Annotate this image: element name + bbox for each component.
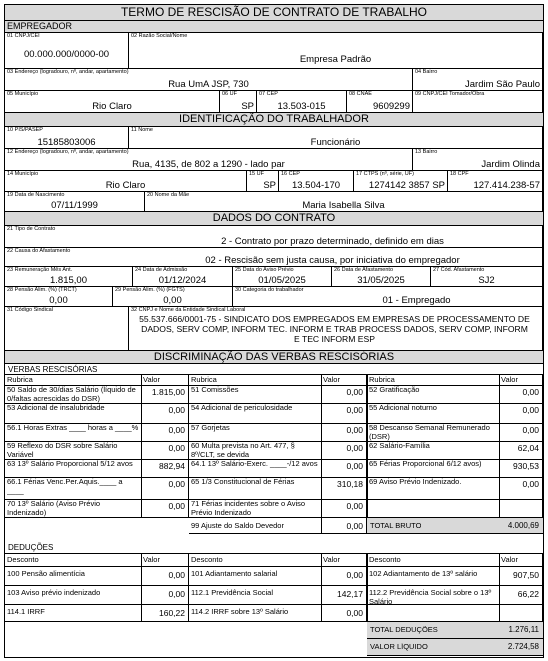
rubrica-label: 55 Adicional noturno bbox=[369, 404, 437, 412]
desconto-value: 907,50 bbox=[513, 570, 539, 580]
cnpj-cell bbox=[5, 33, 129, 69]
verbas-header: DISCRIMINAÇÃO DAS VERBAS RESCISÓRIAS bbox=[5, 351, 543, 364]
razao-cell bbox=[129, 33, 543, 69]
desconto-label: 101 Adiantamento salarial bbox=[191, 570, 278, 578]
categoria-cell bbox=[233, 287, 543, 307]
rubrica-label: 65 Férias Proporcional 6/12 avos) bbox=[369, 460, 482, 468]
contrato-header: DADOS DO CONTRATO bbox=[5, 212, 543, 226]
codigo-afastamento-cell bbox=[431, 267, 543, 287]
pensao-trct-cell bbox=[5, 287, 113, 307]
cpf-value: 127.414.238-57 bbox=[473, 180, 540, 191]
rubrica-column-header: Rubrica bbox=[7, 376, 33, 384]
desconto-column-header: Desconto bbox=[7, 556, 39, 564]
desconto-label: 112.2 Previdência Social sobre o 13º Salário bbox=[369, 589, 492, 606]
grid-line bbox=[5, 566, 543, 567]
cep-trabalhador-value: 13.504-170 bbox=[291, 180, 341, 191]
endereco-trabalhador-value: Rua, 4135, de 802 a 1290 - lado par bbox=[132, 159, 285, 170]
pensao-trct-value: 0,00 bbox=[49, 295, 68, 306]
desconto-value: 0,00 bbox=[346, 608, 363, 618]
rubrica-value: 0,00 bbox=[346, 521, 363, 531]
cnpj-label: 01 CNPJ/CEI bbox=[7, 33, 40, 39]
rubrica-label: 66.1 Férias Venc.Per.Aquis.____ a ____ bbox=[7, 478, 123, 495]
pis-label: 10 PIS/PASEP bbox=[7, 127, 43, 133]
endereco-empregador-label: 03 Endereço (logradouro, nº, andar, apartamento) bbox=[7, 69, 129, 75]
rubrica-value: 0,00 bbox=[168, 443, 185, 453]
grid-line bbox=[5, 385, 543, 386]
uf-empregador-cell bbox=[220, 91, 257, 113]
codigo-sindical-label: 31 Código Sindical bbox=[7, 307, 53, 313]
valor-liquido-value: 2.724,58 bbox=[507, 642, 539, 651]
municipio-trabalhador-cell bbox=[5, 171, 247, 192]
admissao-value: 01/12/2024 bbox=[158, 275, 207, 286]
afastamento-value: 31/05/2025 bbox=[357, 275, 405, 286]
desconto-value: 160,22 bbox=[159, 608, 185, 618]
grid-line bbox=[499, 374, 500, 533]
rubrica-value: 0,00 bbox=[346, 501, 363, 511]
bairro-trabalhador-value: Jardim Olinda bbox=[481, 159, 540, 170]
cep-empregador-value: 13.503-015 bbox=[277, 101, 326, 112]
cep-empregador-label: 07 CEP bbox=[259, 91, 278, 97]
grid-line bbox=[5, 403, 543, 404]
mae-label: 20 Nome da Mãe bbox=[147, 192, 190, 198]
valor-column-header: Valor bbox=[323, 556, 340, 564]
empregador-header: EMPREGADOR bbox=[5, 21, 543, 33]
rubrica-value: 0,00 bbox=[522, 479, 539, 489]
rubrica-label: 57 Gorjetas bbox=[191, 424, 230, 432]
rubrica-value: 0,00 bbox=[168, 479, 185, 489]
bairro-trabalhador-label: 13 Bairro bbox=[415, 149, 438, 155]
rubrica-label: 60 Multa prevista no Art. 477, § 8º/CLT, se devida bbox=[191, 442, 295, 459]
total-deducoes-label: TOTAL DEDUÇÕES bbox=[370, 626, 438, 634]
pis-value: 15185803006 bbox=[37, 137, 96, 148]
rubrica-label: 56.1 Horas Extras ____ horas a ____% bbox=[7, 424, 139, 432]
cnae-value: 9609299 bbox=[373, 101, 410, 112]
municipio-empregador-cell bbox=[5, 91, 220, 113]
cnae-label: 08 CNAE bbox=[349, 91, 372, 97]
aviso-label: 25 Data do Aviso Prévio bbox=[235, 267, 294, 273]
valor-column-header: Valor bbox=[143, 556, 160, 564]
municipio-trabalhador-value: Rio Claro bbox=[105, 180, 146, 191]
causa-label: 22 Causa do Afastamento bbox=[7, 248, 71, 254]
codigo-afastamento-label: 27 Cód. Afastamento bbox=[433, 267, 485, 273]
bairro-empregador-cell bbox=[413, 69, 543, 91]
entidade-line: 55.537.666/0001-75 - SINDICATO DOS EMPREGADOS EM EMPRESAS DE PROCESSAMENTO DE bbox=[139, 314, 530, 324]
desconto-value: 66,22 bbox=[517, 589, 539, 599]
remuneracao-value: 1.815,00 bbox=[50, 275, 87, 286]
rubrica-label: 65 1/3 Constitucional de Férias bbox=[191, 478, 295, 486]
grid-line bbox=[367, 655, 543, 656]
grid-line bbox=[5, 499, 543, 500]
rubrica-label: 54 Adicional de periculosidade bbox=[191, 404, 293, 412]
rubrica-value: 882,94 bbox=[159, 461, 185, 471]
endereco-empregador-value: Rua UmA JSP, 730 bbox=[168, 79, 249, 90]
rubrica-column-header: Rubrica bbox=[191, 376, 217, 384]
endereco-trabalhador-label: 12 Endereço (logradouro, nº, andar, apartamento) bbox=[7, 149, 129, 155]
rubrica-column-header: Rubrica bbox=[369, 376, 395, 384]
desconto-label: 102 Adiantamento de 13º salário bbox=[369, 570, 478, 578]
rubrica-label bbox=[369, 500, 497, 517]
cnae-cell bbox=[347, 91, 413, 113]
desconto-label: 112.1 Previdência Social bbox=[191, 589, 273, 597]
grid-line bbox=[188, 374, 189, 517]
desconto-label: 103 Aviso prévio indenizado bbox=[7, 589, 101, 597]
rubrica-label: 53 Adicional de insalubridade bbox=[7, 404, 105, 412]
rubrica-label: 62 Salário-Família bbox=[369, 442, 430, 450]
rubrica-label: 70 13º Salário (Aviso Prévio Indenizado) bbox=[7, 500, 101, 517]
nascimento-label: 19 Data de Nascimento bbox=[7, 192, 65, 198]
bairro-trabalhador-cell bbox=[413, 149, 543, 171]
uf-trabalhador-cell bbox=[247, 171, 279, 192]
bairro-empregador-label: 04 Bairro bbox=[415, 69, 438, 75]
grid-line bbox=[321, 374, 322, 533]
verbas-subheader: VERBAS RESCISÓRIAS bbox=[8, 365, 98, 374]
categoria-label: 30 Categoria do trabalhador bbox=[235, 287, 304, 293]
remuneracao-cell bbox=[5, 267, 133, 287]
codigo-sindical-cell bbox=[5, 307, 129, 351]
ctps-value: 1274142 3857 SP bbox=[368, 180, 445, 191]
desconto-label: 114.1 IRRF bbox=[7, 608, 45, 616]
entidade-sindical-cell bbox=[129, 307, 543, 351]
entidade-line: DADOS, SERV COMP, INFORM TEC. INFORM E TRAB PROCESS DADOS, SERV COMP, INFORM bbox=[141, 324, 528, 334]
grid-line bbox=[5, 374, 543, 375]
desconto-label: 114.2 IRRF sobre 13º Salário bbox=[191, 608, 289, 616]
valor-column-header: Valor bbox=[501, 376, 518, 384]
rubrica-label: 58 Descanso Semanal Remunerado (DSR) bbox=[369, 424, 490, 441]
razao-label: 02 Razão Social/Nome bbox=[131, 33, 188, 39]
municipio-empregador-value: Rio Claro bbox=[92, 101, 132, 112]
municipio-trabalhador-label: 14 Município bbox=[7, 171, 39, 177]
pensao-fgts-value: 0,00 bbox=[163, 295, 182, 306]
form-title: TERMO DE RESCISÃO DE CONTRATO DE TRABALHO bbox=[5, 5, 543, 21]
grid-line bbox=[542, 374, 543, 533]
cpf-label: 18 CPF bbox=[450, 171, 469, 177]
grid-line bbox=[367, 374, 368, 533]
grid-line bbox=[189, 533, 543, 534]
rubrica-label: 71 Férias incidentes sobre o Aviso Prévio Indenizado bbox=[191, 500, 306, 517]
rubrica-label: 52 Gratificação bbox=[369, 386, 420, 394]
rubrica-value: 0,00 bbox=[522, 425, 539, 435]
cnpj-value: 00.000.000/0000-00 bbox=[23, 49, 110, 60]
rubrica-value: 62,04 bbox=[517, 443, 539, 453]
cep-empregador-cell bbox=[257, 91, 347, 113]
cep-trabalhador-cell bbox=[279, 171, 354, 192]
uf-empregador-label: 06 UF bbox=[222, 91, 237, 97]
admissao-cell bbox=[133, 267, 233, 287]
grid-line bbox=[5, 477, 543, 478]
nome-cell bbox=[129, 127, 543, 149]
desconto-column-header: Desconto bbox=[191, 556, 223, 564]
valor-column-header: Valor bbox=[143, 376, 160, 384]
valor-column-header: Valor bbox=[323, 376, 340, 384]
aviso-cell bbox=[233, 267, 332, 287]
codigo-afastamento-value: SJ2 bbox=[478, 275, 495, 286]
entidade-sindical-label: 32 CNPJ e Nome da Entidade Sindical Laboral bbox=[131, 307, 246, 313]
uf-empregador-value: SP bbox=[241, 101, 254, 112]
trct-form bbox=[4, 4, 544, 658]
desconto-label: 100 Pensão alimentícia bbox=[7, 570, 85, 578]
cep-trabalhador-label: 16 CEP bbox=[281, 171, 300, 177]
ctps-label: 17 CTPS (nº, série, UF) bbox=[356, 171, 414, 177]
tipo-contrato-cell bbox=[5, 226, 543, 248]
desconto-value: 0,00 bbox=[346, 570, 363, 580]
rubrica-value: 0,00 bbox=[346, 461, 363, 471]
grid-line bbox=[188, 553, 189, 622]
valor-column-header: Valor bbox=[501, 556, 518, 564]
afastamento-label: 26 Data de Afastamento bbox=[334, 267, 394, 273]
admissao-label: 24 Data de Admissão bbox=[135, 267, 188, 273]
grid-line bbox=[141, 553, 142, 622]
tomador-cell bbox=[413, 91, 543, 113]
rubrica-label: 99 Ajuste do Saldo Devedor bbox=[191, 522, 284, 530]
rubrica-value: 1.815,00 bbox=[151, 387, 185, 397]
total-bruto-value: 4.000,69 bbox=[507, 521, 539, 530]
entidade-line: E TEC INFORM ESP bbox=[293, 334, 375, 344]
rubrica-value: 0,00 bbox=[168, 405, 185, 415]
rubrica-label: 51 Comissões bbox=[191, 386, 239, 394]
endereco-empregador-cell bbox=[5, 69, 413, 91]
causa-value: 02 - Rescisão sem justa causa, por iniciativa do empregador bbox=[205, 255, 460, 266]
grid-line bbox=[5, 553, 543, 554]
uf-trabalhador-value: SP bbox=[263, 180, 276, 191]
desconto-value: 0,00 bbox=[168, 570, 185, 580]
rubrica-value: 310,18 bbox=[337, 479, 363, 489]
rubrica-label: 50 Saldo de 30/dias Salário (líquido de 0/faltas acrescidas do DSR) bbox=[7, 386, 136, 403]
pis-cell bbox=[5, 127, 129, 149]
cpf-cell bbox=[448, 171, 543, 192]
mae-value: Maria Isabella Silva bbox=[302, 200, 385, 211]
trabalhador-header: IDENTIFICAÇÃO DO TRABALHADOR bbox=[5, 113, 543, 127]
deducoes-subheader: DEDUÇÕES bbox=[8, 543, 54, 552]
rubrica-value: 0,00 bbox=[346, 405, 363, 415]
rubrica-label: 69 Aviso Prévio Indenizado. bbox=[369, 478, 462, 486]
tipo-contrato-value: 2 - Contrato por prazo determinado, definido em dias bbox=[221, 236, 444, 247]
uf-trabalhador-label: 15 UF bbox=[249, 171, 264, 177]
pensao-fgts-cell bbox=[113, 287, 233, 307]
ctps-cell bbox=[354, 171, 448, 192]
causa-cell bbox=[5, 248, 543, 267]
pensao-trct-label: 28 Pensão Alim. (%) (TRCT) bbox=[7, 287, 77, 293]
razao-value: Empresa Padrão bbox=[299, 54, 372, 65]
rubrica-label: 63 13º Salário Proporcional 5/12 avos bbox=[7, 460, 133, 468]
nascimento-value: 07/11/1999 bbox=[51, 200, 98, 211]
rubrica-value: 0,00 bbox=[346, 387, 363, 397]
rubrica-value: 0,00 bbox=[522, 387, 539, 397]
endereco-trabalhador-cell bbox=[5, 149, 413, 171]
valor-liquido-label: VALOR LÍQUIDO bbox=[370, 643, 428, 651]
tipo-contrato-label: 21 Tipo de Contrato bbox=[7, 226, 56, 232]
desconto-column-header: Desconto bbox=[369, 556, 401, 564]
tomador-label: 09 CNPJ/CEI Tomador/Obra bbox=[415, 91, 485, 97]
afastamento-cell bbox=[332, 267, 431, 287]
categoria-value: 01 - Empregado bbox=[382, 295, 451, 306]
desconto-value: 0,00 bbox=[168, 589, 185, 599]
aviso-value: 01/05/2025 bbox=[258, 275, 306, 286]
municipio-empregador-label: 05 Município bbox=[7, 91, 39, 97]
rubrica-value: 930,53 bbox=[513, 461, 539, 471]
grid-line bbox=[5, 441, 543, 442]
rubrica-value: 0,00 bbox=[168, 425, 185, 435]
rubrica-value: 0,00 bbox=[346, 443, 363, 453]
grid-line bbox=[5, 459, 543, 460]
grid-line bbox=[321, 553, 322, 622]
pensao-fgts-label: 29 Pensão Alim. (%) (FGTS) bbox=[115, 287, 185, 293]
total-deducoes-value: 1.276,11 bbox=[508, 625, 539, 634]
total-bruto-label: TOTAL BRUTO bbox=[370, 522, 422, 530]
remuneracao-label: 23 Remuneração Mês Ant. bbox=[7, 267, 73, 273]
desconto-value: 142,17 bbox=[337, 589, 363, 599]
rubrica-value: 0,00 bbox=[522, 405, 539, 415]
rubrica-label: 59 Reflexo do DSR sobre Salário Variável bbox=[7, 442, 118, 459]
nome-value: Funcionário bbox=[310, 137, 361, 148]
rubrica-value: 0,00 bbox=[346, 425, 363, 435]
bairro-empregador-value: Jardim São Paulo bbox=[465, 79, 540, 90]
grid-line bbox=[5, 423, 543, 424]
rubrica-value: 0,00 bbox=[168, 501, 185, 511]
mae-cell bbox=[145, 192, 543, 212]
nascimento-cell bbox=[5, 192, 145, 212]
grid-line bbox=[141, 374, 142, 517]
nome-label: 11 Nome bbox=[131, 127, 153, 133]
rubrica-label: 64.1 13º Salário-Exerc. ____-/12 avos bbox=[191, 460, 318, 468]
